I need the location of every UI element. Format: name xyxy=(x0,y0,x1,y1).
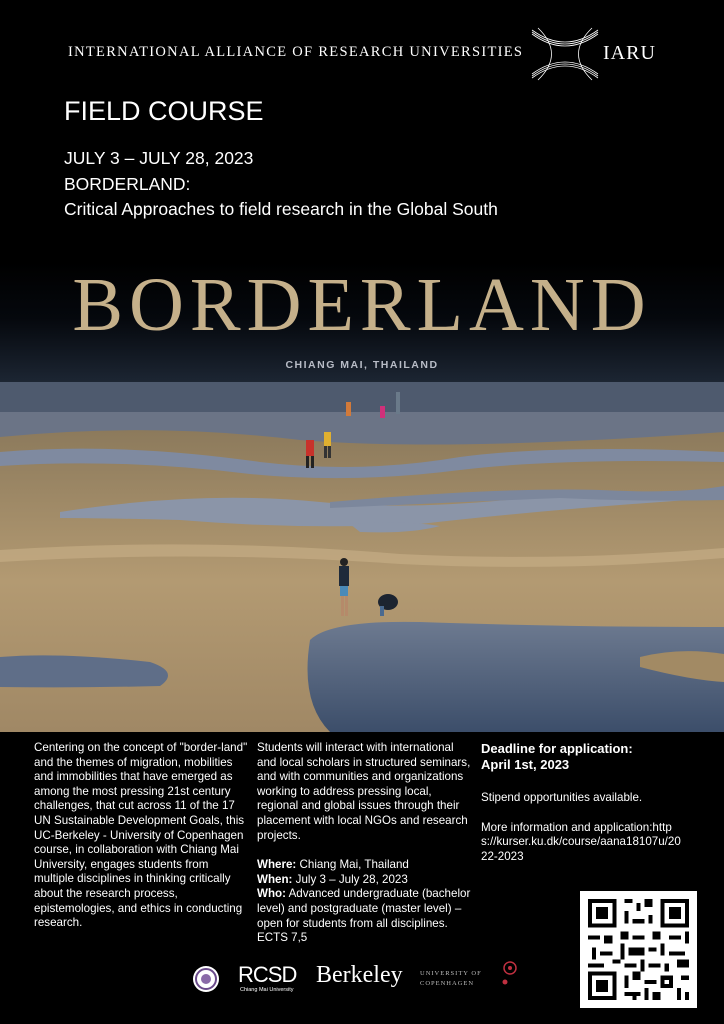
interaction-text: Students will interact with international and local scholars in structured seminars, and with communities and organizations working to address pressing local, regional and global issues through their placement with local NGOs and research projects. xyxy=(257,741,471,842)
course-subtitle-1: BORDERLAND: xyxy=(64,174,191,194)
rcsd-logo-sub: Chiang Mai University xyxy=(240,987,294,993)
where-value: Chiang Mai, Thailand xyxy=(299,858,409,872)
qr-code-icon[interactable] xyxy=(580,891,697,1008)
ku-logo-line-2: COPENHAGEN xyxy=(420,980,475,987)
who-label: Who: xyxy=(257,887,286,901)
when-label: When: xyxy=(257,872,293,886)
description-column xyxy=(34,741,248,931)
who-value: Advanced undergraduate (bachelor level) and postgraduate (master level) – open for students from all disciplines. ECTS 7,5 xyxy=(257,887,471,945)
ku-seal-icon xyxy=(500,960,520,988)
course-subtitle-2: Critical Approaches to field research in the Global South xyxy=(64,199,498,219)
course-dates: JULY 3 – JULY 28, 2023 xyxy=(64,148,254,168)
deadline-label: Deadline for application: xyxy=(481,741,633,756)
more-info-link[interactable]: More information and application:https://kurser.ku.dk/course/aana18107u/2022-2023 xyxy=(481,820,681,863)
berkeley-logo: Berkeley xyxy=(316,962,403,988)
course-label: FIELD COURSE xyxy=(64,96,264,126)
application-column xyxy=(481,741,711,864)
hero-location: CHIANG MAI, THAILAND xyxy=(285,359,439,371)
description-text: Centering on the concept of "border-land" and the themes of migration, mobilities and immobilities that have emerged as among the most pressing 21st century challenges, that cut across 11 of the 17 UN Sustainable Development Goals, this UC-Berkeley - University of Copenhagen course, in collaboration with Chiang Mai University, engages students from multiple disciplines in thinking critically about the research process, epistemologies, and ethics in conducting research. xyxy=(34,741,248,930)
when-row xyxy=(257,873,472,888)
where-label: Where: xyxy=(257,858,297,872)
cmu-seal-icon xyxy=(193,966,219,992)
alliance-name: INTERNATIONAL ALLIANCE OF RESEARCH UNIVERSITIES xyxy=(68,44,524,60)
iaru-wordmark: IARU xyxy=(603,42,656,64)
where-row xyxy=(257,858,472,873)
details-column xyxy=(257,741,472,946)
deadline-date: April 1st, 2023 xyxy=(481,757,570,772)
hero-title: BORDERLAND xyxy=(72,263,652,347)
rcsd-logo: RCSD xyxy=(238,962,297,987)
who-row xyxy=(257,887,472,945)
iaru-logo-icon xyxy=(530,26,600,82)
stipend-text: Stipend opportunities available. xyxy=(481,791,643,804)
ku-logo-line-1: UNIVERSITY OF xyxy=(420,970,482,977)
when-value: July 3 – July 28, 2023 xyxy=(295,872,408,886)
